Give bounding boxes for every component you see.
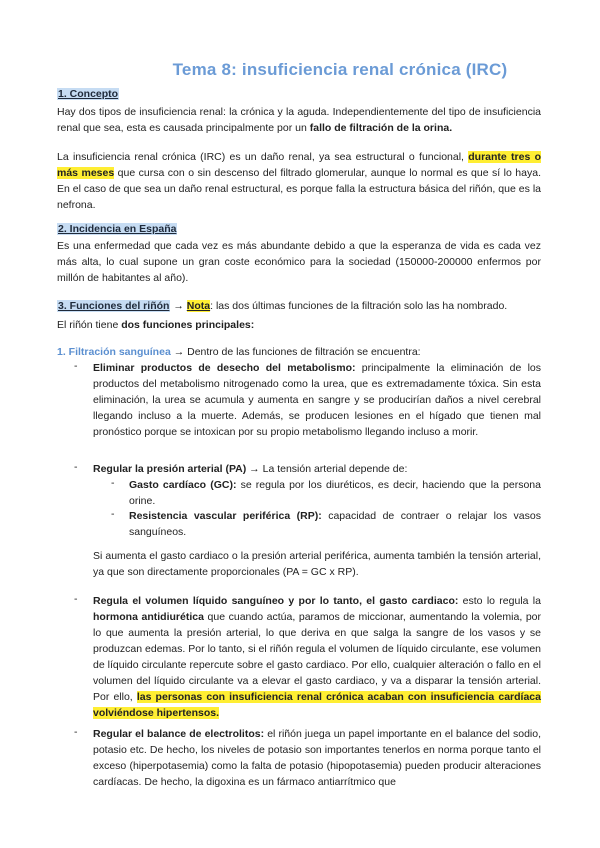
text-run: → Dentro de las funciones de filtración se encuentra: bbox=[170, 346, 421, 358]
text-run: Hay dos tipos de insuficiencia renal: la crónica y la aguda. Independientemente del tipo de insuficiencia renal que sea, esta es causada principalmente por un bbox=[57, 106, 541, 134]
paragraph-incidencia: Es una enfermedad que cada vez es más abundante debido a que la esperanza de vida es cada vez más alta, lo cual supone un gran coste económico para la sociedad (150000-200000 enfermos por millón de habitantes al año). bbox=[57, 240, 541, 284]
list-item-resistencia bbox=[129, 508, 541, 540]
paragraph-concepto-1 bbox=[57, 104, 541, 136]
funciones-intro bbox=[57, 317, 541, 333]
list-item-electrolitos bbox=[93, 726, 541, 790]
text-run: → La tensión arterial depende de: bbox=[246, 463, 408, 475]
text-run: que cursa con o sin descenso del filtrado glomerular, aunque lo normal es que sí lo haya. En el caso de que sea un daño renal estructural, es porque falla la estructura básica del riñón, que es la nefrona. bbox=[57, 167, 541, 211]
funciones-heading-line bbox=[57, 298, 541, 314]
bullet-dash: - bbox=[111, 508, 115, 520]
section-heading-funciones: 3. Funciones del riñón bbox=[58, 300, 170, 312]
highlighted-text: las personas con insuficiencia renal crónica acaban con insuficiencia cardíaca volviéndose hipertensos. bbox=[93, 691, 541, 719]
list-item-eliminar bbox=[93, 360, 541, 440]
page-title: Tema 8: insuficiencia renal crónica (IRC) bbox=[172, 60, 508, 79]
text-run: que cuando actúa, paramos de miccionar, aumentando la volemia, por lo que aumenta la presión arterial, lo que deriva en que salga la sangre de los vasos y se produzcan edemas. Por lo tanto, si el riñón regula el volumen de líquido circulante, ese volumen de líquido circulante repercute sobre el gasto cardiaco. Por ello, cualquier alteración o fallo en el volumen del líquido circulante va a elevar el gasto cardiaco, y va a disparar la tensión arterial. Por ello, bbox=[93, 611, 541, 703]
bold-text: Resistencia vascular periférica (RP): bbox=[129, 510, 322, 522]
bold-text: Regular la presión arterial (PA) bbox=[93, 463, 247, 475]
text-run: principalmente la eliminación de los productos del metabolismo nitrogenado como la urea, que es extremadamente tóxica. Sin esta eliminación, la urea se acumula y aumenta en sangre y se producirían daños a nivel cerebral llegando incluso a la muerte. Además, se producen lesiones en el hígado que tienen mal pronóstico porque se intoxican por su propio metabolismo llegando incluso a morir. bbox=[93, 362, 541, 438]
bold-text: fallo de filtración de la orina. bbox=[309, 122, 453, 134]
bold-text: Regula el volumen líquido sanguíneo y por lo tanto, el gasto cardiaco: bbox=[93, 595, 459, 607]
highlighted-text: durante tres o más meses bbox=[57, 151, 541, 179]
text-run: El riñón tiene bbox=[57, 319, 122, 331]
bullet-dash: - bbox=[74, 461, 78, 473]
subheading-filtracion: 1. Filtración sanguínea bbox=[57, 346, 171, 358]
paragraph-proporcionales: Si aumenta el gasto cardiaco o la presión arterial periférica, aumenta también la tensión arterial, ya que son directamente proporcionales (PA = GC x RP). bbox=[93, 550, 541, 578]
bullet-dash: - bbox=[74, 360, 78, 372]
note-label: Nota bbox=[186, 300, 211, 312]
bold-text: Regular el balance de electrolitos: bbox=[93, 728, 265, 740]
section-heading-concepto: 1. Concepto bbox=[58, 88, 119, 100]
arrow-text: → bbox=[170, 300, 187, 312]
list-item-volumen bbox=[93, 593, 541, 721]
bullet-dash: - bbox=[111, 477, 115, 489]
bullet-dash: - bbox=[74, 593, 78, 605]
bullet-dash: - bbox=[74, 726, 78, 738]
text-run: se regula por los diuréticos, es decir, haciendo que la persona orine. bbox=[129, 479, 541, 507]
section-heading-incidencia: 2. Incidencia en España bbox=[58, 223, 177, 235]
text-run: el riñón juega un papel importante en el balance del sodio, potasio etc. De hecho, los niveles de potasio son importantes tenerlos en norma porque tanto el exceso (hiperpotasemia) como la falta de potasio (hipopotasemia) pueden producir alteraciones cardíacas. De hecho, la digoxina es un fármaco antiarrítmico que bbox=[93, 728, 542, 788]
text-run: esto lo regula la bbox=[458, 595, 541, 607]
bold-text: Gasto cardíaco (GC): bbox=[129, 479, 237, 491]
bold-text: dos funciones principales: bbox=[121, 319, 255, 331]
text-run: La insuficiencia renal crónica (IRC) es un daño renal, ya sea estructural o funcional, bbox=[57, 151, 469, 163]
subheading-filtracion-line bbox=[57, 344, 541, 360]
bold-text: Eliminar productos de desecho del metabolismo: bbox=[93, 362, 356, 374]
bold-text: hormona antidiurética bbox=[93, 611, 204, 623]
text-run: capacidad de contraer o relajar los vasos sanguíneos. bbox=[129, 510, 541, 538]
paragraph-concepto-2 bbox=[57, 149, 541, 213]
list-item-presion bbox=[93, 461, 541, 477]
list-item-gasto-cardiaco bbox=[129, 477, 541, 509]
note-text: : las dos últimas funciones de la filtración solo las ha nombrado. bbox=[210, 300, 508, 312]
